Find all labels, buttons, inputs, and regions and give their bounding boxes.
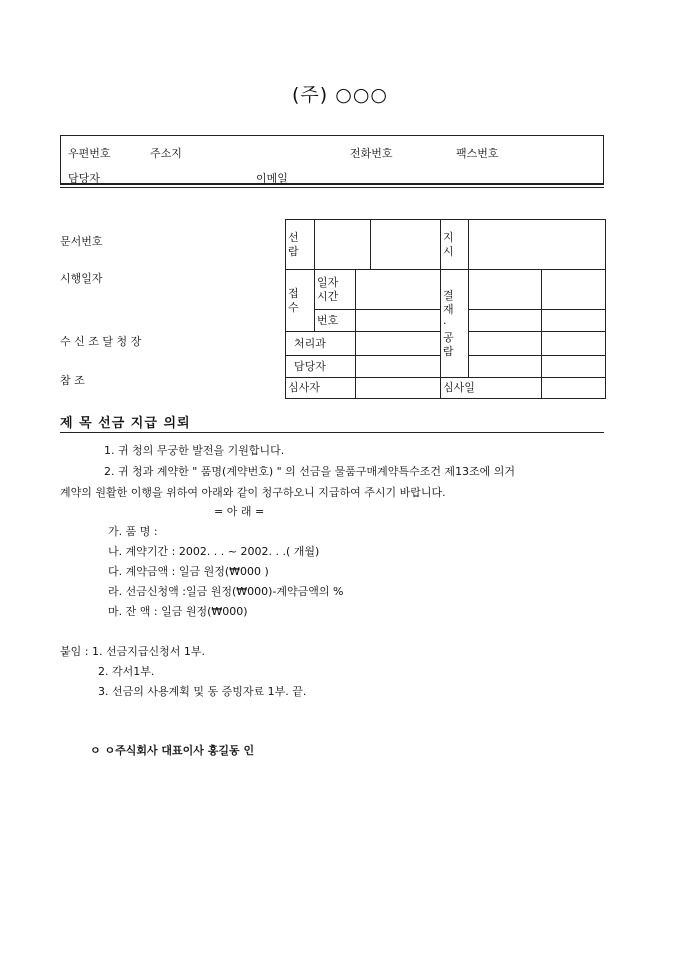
- sender-info-underline: [60, 187, 604, 188]
- receipt-char-1: 접: [288, 286, 299, 300]
- subject-heading: 제 목 선금 지급 의뢰: [60, 416, 191, 431]
- number-label-cell: 번호: [315, 310, 356, 332]
- item-da: 다. 계약금액 : 일금 원정(₩000 ): [108, 565, 269, 578]
- reviewer-slot: [356, 378, 441, 399]
- review-date-cell: 심사일: [441, 378, 542, 399]
- handler-cell: 담당자: [286, 356, 356, 378]
- body-paragraph-2b: 계약의 원활한 이행을 위하여 아래와 같이 청구하오니 지급하여 주시기 바랍니다.: [60, 486, 446, 499]
- handler-slot: [356, 356, 441, 378]
- issue-date-label: 시행일자: [60, 272, 103, 285]
- approval-table: [285, 219, 606, 399]
- review-char-2: 람: [288, 244, 299, 258]
- body-paragraph-1: 1. 귀 청의 무궁한 발전을 기원합니다.: [104, 444, 285, 457]
- review-slot-1: [315, 220, 371, 270]
- receipt-cell: [286, 270, 315, 332]
- recipient-label: 수 신 조 달 청 장: [60, 335, 142, 348]
- decision-char-2: 재: [443, 302, 454, 316]
- phone-label: 전화번호: [350, 147, 393, 160]
- decision-slot-1a: [469, 270, 542, 310]
- below-heading: = 아 래 =: [214, 505, 265, 518]
- attachment-1: 붙임 : 1. 선금지급신청서 1부.: [60, 645, 205, 658]
- reference-label: 참 조: [60, 374, 85, 387]
- review-cell: [286, 220, 315, 270]
- instruct-cell: [441, 220, 469, 270]
- subject-underline: [60, 432, 604, 433]
- decision-char-1: 결: [443, 288, 454, 302]
- attachment-3: 3. 선금의 사용계획 및 동 증빙자료 1부. 끝.: [98, 685, 307, 698]
- decision-slot-4b: [542, 356, 606, 378]
- body-paragraph-2a: 2. 귀 청과 계약한 " 품명(계약번호) " 의 선금을 물품구매계약특수조건 제13조에 의거: [104, 465, 516, 478]
- processing-dept-slot: [356, 332, 441, 356]
- item-ra: 라. 선금신청액 :일금 원정(₩000)-계약금액의 %: [108, 585, 344, 598]
- instruct-slot: [469, 220, 606, 270]
- processing-dept-cell: 처리과: [286, 332, 356, 356]
- item-ga: 가. 품 명 :: [108, 525, 158, 538]
- document-title: (주) ○○○: [292, 84, 388, 106]
- decision-slot-4a: [469, 356, 542, 378]
- datetime-slot: [356, 270, 441, 310]
- decision-slot-3b: [542, 332, 606, 356]
- item-ma: 마. 잔 액 : 일금 원정(₩000): [108, 605, 248, 618]
- datetime-char-2: 시간: [317, 289, 339, 303]
- datetime-label-cell: [315, 270, 356, 310]
- item-na: 나. 계약기간 : 2002. . . ~ 2002. . .( 개월): [108, 545, 320, 558]
- decision-slot-3a: [469, 332, 542, 356]
- receipt-char-2: 수: [288, 300, 299, 314]
- decision-slot-2b: [542, 310, 606, 332]
- postal-code-label: 우편번호: [68, 147, 111, 160]
- manager-label: 담당자: [68, 172, 100, 185]
- instruct-char-1: 지: [443, 230, 454, 244]
- decision-char-3: ·: [443, 316, 447, 330]
- decision-slot-1b: [542, 270, 606, 310]
- attachment-2: 2. 각서1부.: [98, 665, 155, 678]
- instruct-char-2: 시: [443, 244, 454, 258]
- reviewer-cell: 심사자: [286, 378, 356, 399]
- number-slot: [356, 310, 441, 332]
- review-date-slot: [542, 378, 606, 399]
- signature-line: ㅇ ㅇ주식회사 대표이사 홍길동 인: [90, 744, 255, 757]
- datetime-char-1: 일자: [317, 275, 339, 289]
- decision-char-5: 람: [443, 344, 454, 358]
- review-char-1: 선: [288, 230, 299, 244]
- decision-slot-2a: [469, 310, 542, 332]
- doc-number-label: 문서번호: [60, 235, 103, 248]
- address-label: 주소지: [150, 147, 182, 160]
- email-label: 이메일: [256, 172, 288, 185]
- decision-char-4: 공: [443, 330, 454, 344]
- review-slot-2: [371, 220, 441, 270]
- sender-info-box: [60, 135, 604, 185]
- decision-cell: [441, 270, 469, 378]
- fax-label: 팩스번호: [456, 147, 499, 160]
